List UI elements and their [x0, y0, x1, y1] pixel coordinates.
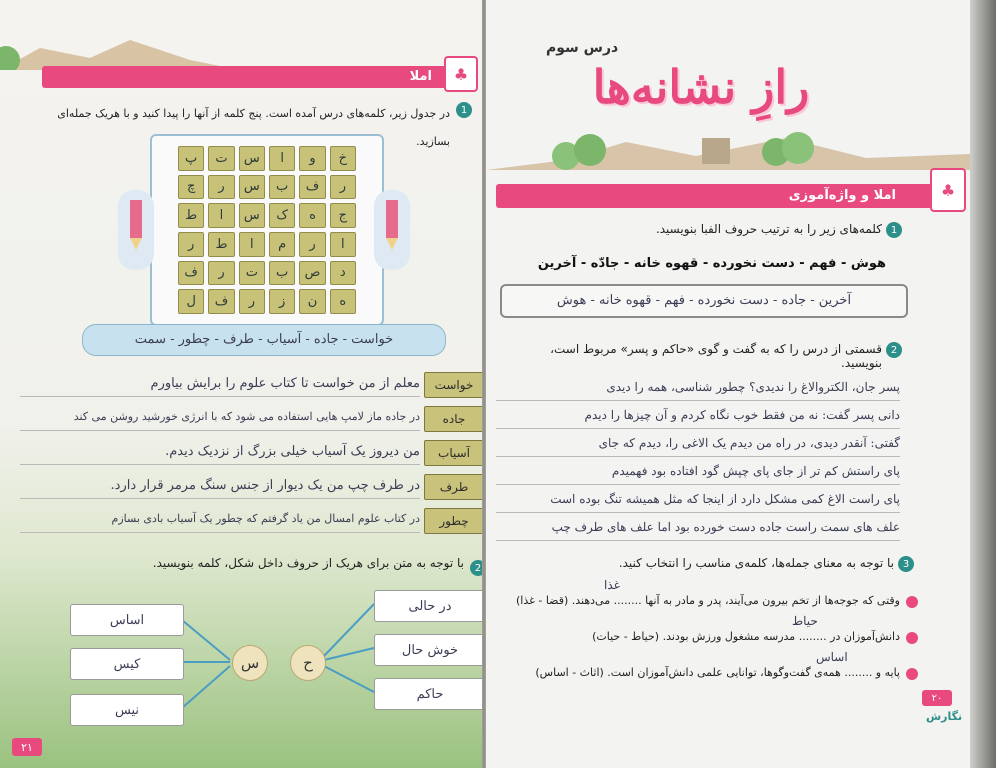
flower-icon: [906, 668, 918, 680]
letter-circle-s: س: [232, 645, 268, 681]
word-label: آسیاب: [424, 440, 482, 466]
grid-cell: ب: [269, 175, 295, 200]
question-number-icon: 1: [456, 102, 472, 118]
lesson-title: رازِ نشانه‌ها: [592, 60, 810, 114]
q3-instruction: با توجه به معنای جمله‌ها، کلمه‌ی مناسب را انتخاب کنید.: [618, 556, 894, 570]
grid-cell: س: [239, 203, 265, 228]
grid-cell: ت: [208, 146, 234, 171]
q3-answer: اساس: [816, 650, 848, 664]
grid-cell: ن: [299, 289, 325, 314]
writing-line: [496, 428, 900, 429]
word-label: خواست: [424, 372, 482, 398]
q2-answer-line: گفتی: آنقدر دیدی، در راه من دیدم یک الاغی را، دیدم که جای: [598, 436, 900, 450]
grid-cell: ز: [269, 289, 295, 314]
question-number-icon: 2: [886, 342, 902, 358]
word-label: چطور: [424, 508, 482, 534]
grid-cell: ر: [208, 261, 234, 286]
grid-cell: ا: [269, 146, 295, 171]
writing-line: [20, 396, 420, 397]
tree-icon: ♣: [444, 56, 478, 92]
q2-answer-line: پسر جان، الکتروالاغ را ندیدی؟ چطور شناسی، همه را دیدی: [606, 380, 900, 394]
pencil-icon: [380, 200, 404, 250]
q2-answer-line: علف های سمت راست جاده دست خورده بود اما علف های طرف چپ: [551, 520, 900, 534]
brand-logo: نگارش: [926, 710, 963, 723]
grid-cell: ر: [239, 289, 265, 314]
grid-cell: ل: [178, 289, 204, 314]
grid-cell: خ: [330, 146, 356, 171]
grid-cell: پ: [178, 146, 204, 171]
tree-icon: ♣: [930, 168, 966, 212]
writing-line: [496, 456, 900, 457]
grid-cell: ک: [269, 203, 295, 228]
grid-cell: ا: [239, 232, 265, 257]
h-word-box: در حالی: [374, 590, 482, 622]
sentence-answer: در کتاب علوم امسال من یاد گرفتم که چطور یک آسیاب بادی بسازم: [111, 512, 420, 525]
grid-cell: ا: [208, 203, 234, 228]
q3-item: وقتی که جوجه‌ها از تخم بیرون می‌آیند، پدر و مادر به آنها ........ می‌دهند. (قضا - غذا): [515, 594, 900, 607]
q3-answer: حیاط: [792, 614, 818, 628]
section-label: املا: [409, 69, 432, 84]
grid-cell: س: [239, 146, 265, 171]
h-word-box: خوش حال: [374, 634, 482, 666]
writing-line: [496, 484, 900, 485]
section-label: املا و واژه‌آموزی: [788, 188, 896, 203]
letter-grid: [178, 146, 356, 314]
landscape-illustration: [486, 120, 970, 180]
lesson-label: درس سوم: [546, 40, 619, 56]
mountain-illustration: [0, 30, 482, 70]
grid-cell: ا: [330, 232, 356, 257]
grid-cell: ت: [239, 261, 265, 286]
left-page: [0, 0, 482, 768]
grid-cell: ب: [269, 261, 295, 286]
word-label: جاده: [424, 406, 482, 432]
q2-instruction: قسمتی از درس را که به گفت و گوی «حاکم و پسر» مربوط است، بنویسید.: [550, 342, 882, 370]
grid-cell: ف: [208, 289, 234, 314]
q1-words: هوش - فهم - دست نخورده - قهوه خانه - جادّه - آخرین: [537, 256, 886, 271]
question-number-icon: 1: [886, 222, 902, 238]
writing-line: [20, 464, 420, 465]
grid-cell: ط: [178, 203, 204, 228]
page-number: ۲۰: [922, 690, 952, 706]
q2-instruction: با توجه به متن برای هریک از حروف داخل شکل، کلمه بنویسید.: [152, 556, 464, 570]
flower-icon: [906, 632, 918, 644]
sentence-answer: در جاده ماز لامپ هایی استفاده می شود که با انرژی خورشید روشن می کند: [73, 410, 420, 423]
q2-answer-line: پای راستش کم تر از جای پای چپش گود افتاده بود فهمیدم: [611, 464, 900, 478]
s-word-box: کیس: [70, 648, 184, 680]
right-page: [486, 0, 970, 768]
grid-cell: و: [299, 146, 325, 171]
grid-cell: ر: [178, 232, 204, 257]
sentence-answer: در طرف چپ من یک دیوار از جنس سنگ مرمر قرار دارد.: [110, 478, 420, 493]
grid-cell: ه: [299, 203, 325, 228]
page-number: ۲۱: [12, 738, 42, 756]
question-number-icon: 2: [470, 560, 482, 576]
q1-answer-box: آخرین - جاده - دست نخورده - فهم - قهوه خانه - هوش: [500, 284, 908, 318]
grid-cell: س: [239, 175, 265, 200]
flower-icon: [906, 596, 918, 608]
grid-cell: ف: [299, 175, 325, 200]
word-label: طرف: [424, 474, 482, 500]
writing-line: [496, 540, 900, 541]
sentence-answer: من دیروز یک آسیاب خیلی بزرگ از نزدیک دیدم.: [165, 444, 420, 459]
grid-cell: ص: [299, 261, 325, 286]
q2-answer-line: دانی پسر گفت: نه من فقط خوب نگاه کردم و آن چیزها را دیدم: [584, 408, 900, 422]
q2-answer-line: پای راست الاغ کمی مشکل دارد از اینجا که مثل همیشه تنگ بوده است: [550, 492, 900, 506]
q3-item: دانش‌آموزان در ........ مدرسه مشغول ورزش بودند. (حیاط - حیات): [592, 630, 900, 643]
writing-line: [496, 400, 900, 401]
s-word-box: اساس: [70, 604, 184, 636]
found-words-scroll: خواست - جاده - آسیاب - طرف - چطور - سمت: [82, 324, 446, 356]
grid-cell: چ: [178, 175, 204, 200]
grid-cell: ر: [299, 232, 325, 257]
grid-cell: م: [269, 232, 295, 257]
grid-cell: ر: [208, 175, 234, 200]
q3-answer: غذا: [604, 578, 620, 592]
section-header-bar: [42, 66, 462, 88]
grid-cell: ف: [178, 261, 204, 286]
book-edge: [970, 0, 996, 768]
letter-circle-h: ح: [290, 645, 326, 681]
writing-line: [20, 430, 420, 431]
grid-cell: ج: [330, 203, 356, 228]
writing-line: [496, 512, 900, 513]
pencil-icon: [124, 200, 148, 250]
grid-cell: ر: [330, 175, 356, 200]
writing-line: [20, 498, 420, 499]
q1-instruction: در جدول زیر، کلمه‌های درس آمده است. پنج کلمه از آنها را پیدا کنید و با هریک جمله‌ای بسازید.: [57, 107, 450, 148]
writing-line: [20, 532, 420, 533]
h-word-box: حاکم: [374, 678, 482, 710]
grid-cell: ط: [208, 232, 234, 257]
question-number-icon: 3: [898, 556, 914, 572]
sentence-answer: معلم از من خواست تا کتاب علوم را برایش بیاورم: [150, 376, 420, 391]
grid-cell: ه: [330, 289, 356, 314]
s-word-box: نیس: [70, 694, 184, 726]
section-header-bar: [496, 184, 936, 208]
q3-item: پایه و ........ همه‌ی گفت‌وگوها، توانایی علمی دانش‌آموزان است. (اثاث - اساس): [535, 666, 900, 679]
grid-cell: د: [330, 261, 356, 286]
q1-instruction: کلمه‌های زیر را به ترتیب حروف الفبا بنویسید.: [655, 222, 882, 236]
